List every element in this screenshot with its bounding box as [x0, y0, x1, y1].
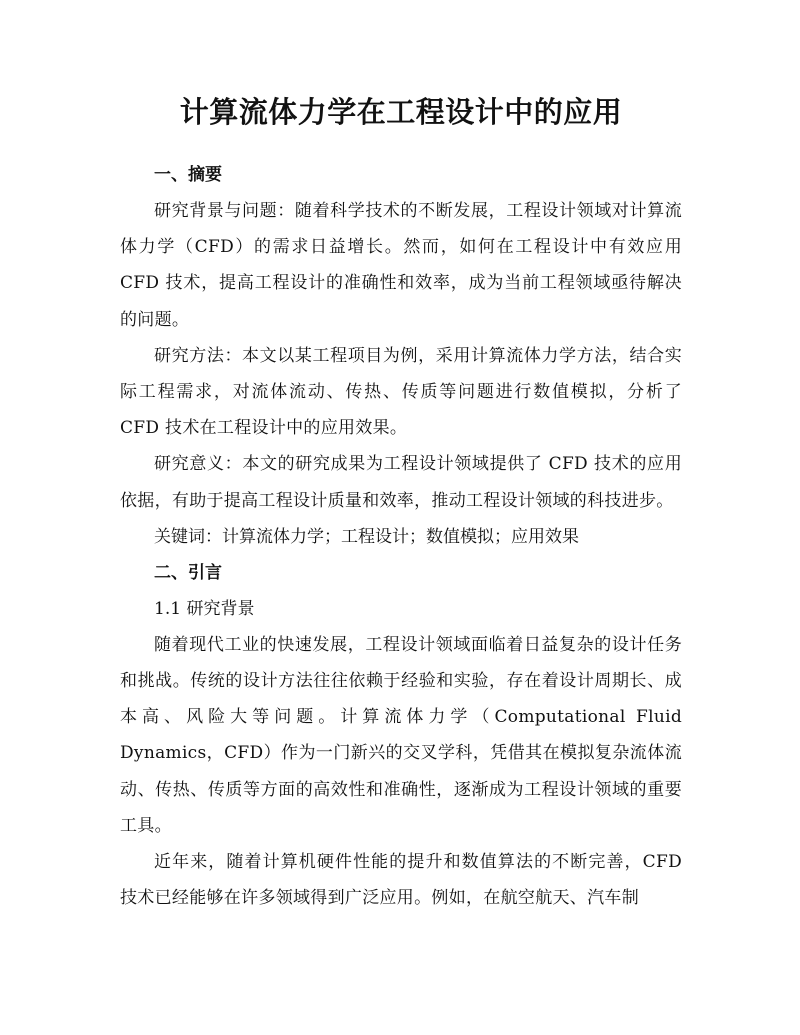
abstract-paragraph-significance: 研究意义：本文的研究成果为工程设计领域提供了 CFD 技术的应用依据，有助于提高工程设计质量和效率，推动工程设计领域的科技进步。	[120, 454, 682, 511]
abstract-heading: 一、摘要	[154, 165, 222, 185]
subsection-heading-1-1: 1.1 研究背景	[154, 598, 255, 619]
introduction-paragraph-2: 近年来，随着计算机硬件性能的提升和数值算法的不断完善，CFD 技术已经能够在许多领域得到广泛应用。例如，在航空航天、汽车制	[120, 852, 682, 909]
abstract-paragraph-method: 研究方法：本文以某工程项目为例，采用计算流体力学方法，结合实际工程需求，对流体流动、传热、传质等问题进行数值模拟，分析了 CFD 技术在工程设计中的应用效果。	[120, 345, 682, 439]
keywords-line: 关键词：计算流体力学；工程设计；数值模拟；应用效果	[154, 526, 579, 547]
document-title: 计算流体力学在工程设计中的应用	[179, 95, 623, 129]
introduction-heading: 二、引言	[154, 562, 222, 583]
abstract-paragraph-background: 研究背景与问题：随着科学技术的不断发展，工程设计领域对计算流体力学（CFD）的需求日益增长。然而，如何在工程设计中有效应用 CFD 技术，提高工程设计的准确性和效率，成为当前工程领域亟待解决的问题。	[120, 201, 682, 330]
introduction-paragraph-1: 随着现代工业的快速发展，工程设计领域面临着日益复杂的设计任务和挑战。传统的设计方法往往依赖于经验和实验，存在着设计周期长、成本高、风险大等问题。计算流体力学（Computational Fluid Dynamics，CFD）作为一门新兴的交叉学科，凭借其在模拟复杂流体流动、传热、传质等方面的高效性和准确性，逐渐成为工程设计领域的重要工具。	[120, 634, 682, 836]
